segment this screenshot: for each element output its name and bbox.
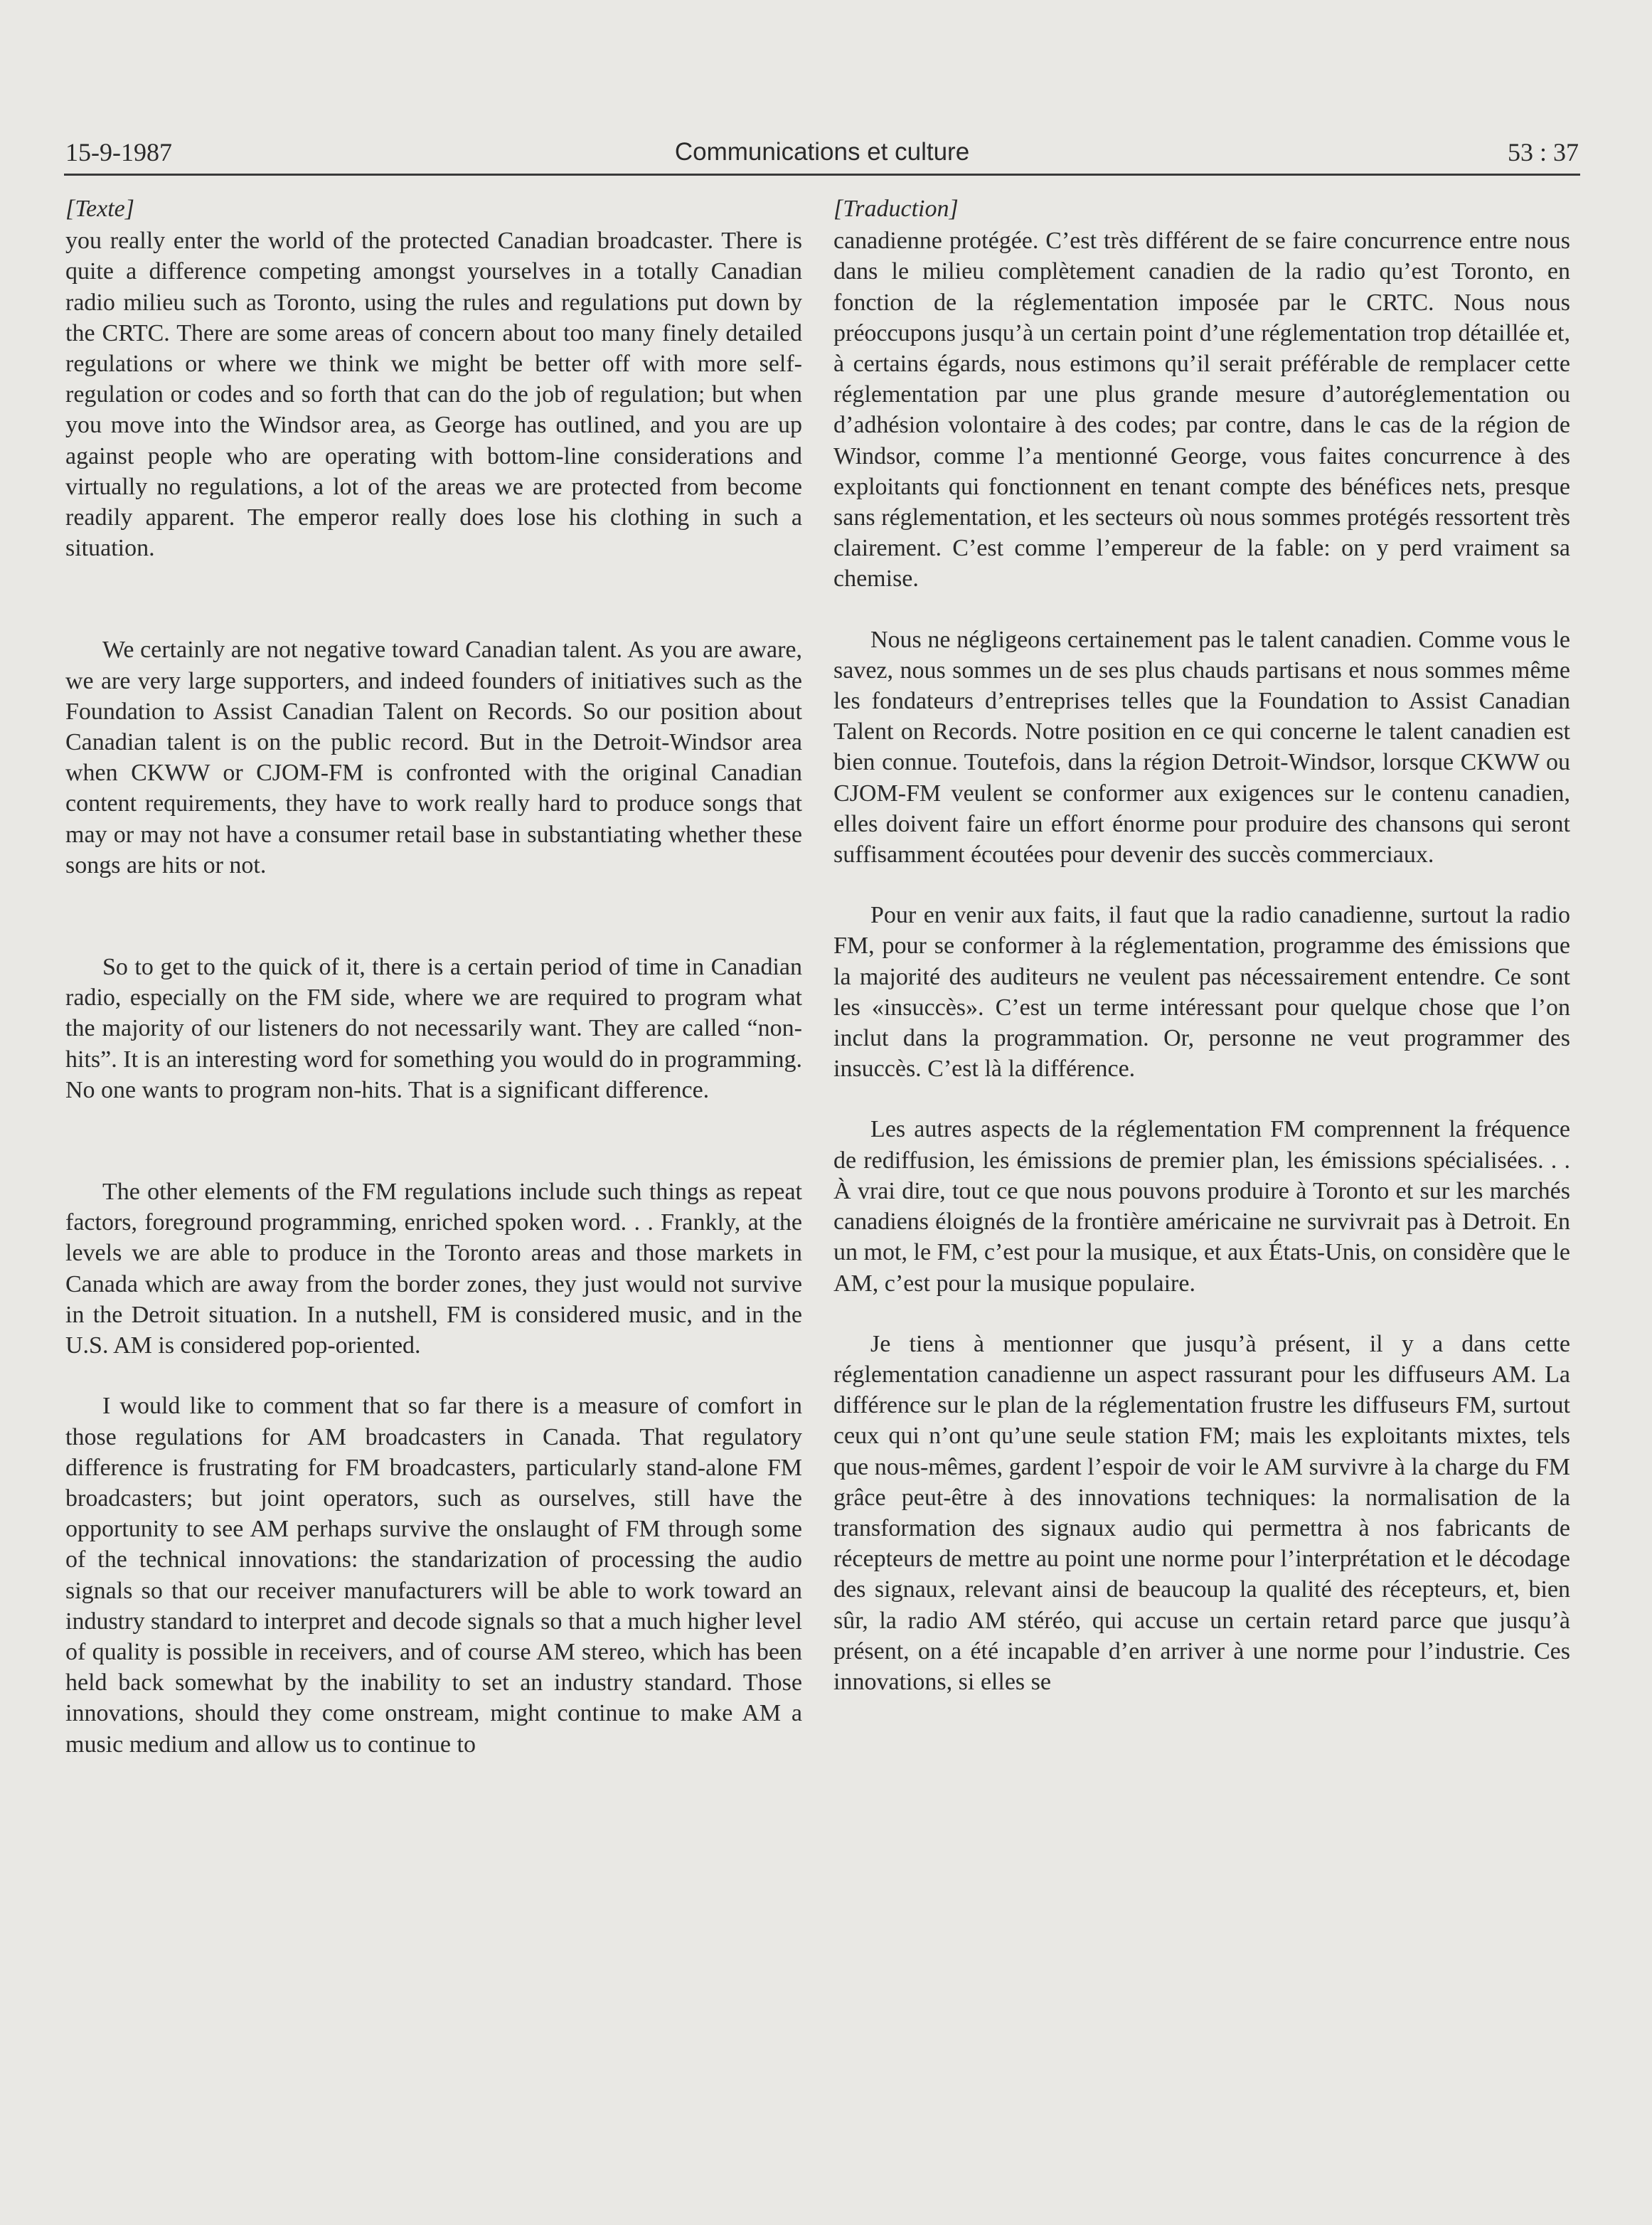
paragraph: canadienne protégée. C’est très différent de se faire concurrence entre nous dans le milieu complètement canadien de la radio qu’est Toronto, en fonction de la réglementation imposée par le CRTC. Nous nous préoccupons jusqu’à un certain point d’une réglementation trop détaillée et, à certains égards, nous estimons qu’il serait préférable de remplacer cette réglementation par une plus grande mesure d’autoréglementation ou d’adhésion volontaire à des codes; par contre, dans le cas de la région de Windsor, comme l’a mentionné George, vous faites concurrence à des exploitants qui fonctionnent en tenant compte des bénéfices nets, presque sans réglementation, et les secteurs où nous sommes protégés ressortent très clairement. C’est comme l’empereur de la fable: on y perd vraiment sa chemise. — [833, 228, 1570, 593]
header-title: Communications et culture — [674, 138, 970, 166]
paragraph: We certainly are not negative toward Canadian talent. As you are aware, we are very large supporters, and indeed founders of initiatives such as the Foundation to Assist Canadian Talent on Records. So our position about Canadian talent is on the public record. But in the Detroit-Windsor area when CKWW or CJOM-FM is confronted with the original Canadian content requirements, they have to work really hard to produce songs that may or may not have a consumer retail base in substantiating whether these songs are hits or not. — [65, 637, 802, 878]
paragraph: Nous ne négligeons certainement pas le talent canadien. Comme vous le savez, nous sommes un de ses plus chauds partisans et nous sommes même les fondateurs d’entreprises telles que la Foundation to Assist Canadian Talent on Records. Notre position en ce qui concerne le talent canadien est bien connue. Toutefois, dans la région Detroit-Windsor, lorsque CKWW ou CJOM-FM veulent se conformer aux exigences sur le contenu canadien, elles doivent faire un effort énorme pour produire des chansons qui seront suffisamment écoutées pour devenir des succès commerciaux. — [833, 626, 1570, 869]
paragraph: you really enter the world of the protected Canadian broadcaster. There is quite a difference competing amongst yourselves in a totally Canadian radio milieu such as Toronto, using the rules and regulations put down by the CRTC. There are some areas of concern about too many finely detailed regulations or where we think we might be better off with more self-regulation or codes and so forth that can do the job of regulation; but when you move into the Windsor area, as George has outlined, and you are up against people who are operating with bottom-line considerations and virtually no regulations, a lot of the areas we are protected from become readily apparent. The emperor really does lose his clothing in such a situation. — [65, 228, 802, 562]
french-column — [833, 193, 1570, 1697]
paragraph: Pour en venir aux faits, il faut que la radio canadienne, surtout la radio FM, pour se conformer à la réglementation, programme des émissions que la majorité des auditeurs ne veulent pas nécessairement entendre. Ce sont les «insuccès». C’est un terme intéressant pour quelque chose que l’on inclut dans la programmation. Or, personne ne veut programmer des insuccès. C’est là la différence. — [833, 902, 1570, 1083]
paragraph: Je tiens à mentionner que jusqu’à présent, il y a dans cette réglementation canadienne un aspect rassurant pour les diffuseurs AM. La différence sur le plan de la réglementation frustre les diffuseurs FM, surtout ceux qui n’ont qu’une seule station FM; mais les exploitants mixtes, tels que nous-mêmes, gardent l’espoir de voir le AM survivre à la charge du FM grâce peut-être à des innovations techniques: la normalisation de la transformation des signaux audio qui permettra à nos fabricants de récepteurs de mettre au point une norme pour l’interprétation et le décodage des signaux, relevant ainsi de beaucoup la qualité des récepteurs, et, bien sûr, la radio AM stéréo, qui accuse un certain retard parce que jusqu’à présent, on a été incapable d’en arriver à une norme pour l’industrie. Ces innovations, si elles se — [833, 1330, 1570, 1695]
paragraph: Les autres aspects de la réglementation FM comprennent la fréquence de rediffusion, les émissions de premier plan, les émissions spécialisées. . . À vrai dire, tout ce que nous pouvons produire à Toronto et sur les marchés canadiens éloignés de la frontière américaine ne survivrait pas à Detroit. En un mot, le FM, c’est pour la musique, et aux États-Unis, on considère que le AM, c’est pour la musique populaire. — [833, 1116, 1570, 1297]
paragraph: I would like to comment that so far there is a measure of comfort in those regulations for AM broadcasters in Canada. That regulatory difference is frustrating for FM broadcasters, particularly stand-alone FM broadcasters; but joint operators, such as ourselves, still have the opportunity to see AM perhaps survive the onslaught of FM through some of the technical innovations: the standarization of processing the audio signals so that our receiver manufacturers will be able to work toward an industry standard to interpret and decode signals so that a much higher level of quality is possible in receivers, and of course AM stereo, which has been held back somewhat by the inability to set an industry standard. Those innovations, should they come onstream, might continue to make AM a music medium and allow us to continue to — [65, 1393, 802, 1758]
english-column — [65, 193, 802, 1760]
paragraph: So to get to the quick of it, there is a certain period of time in Canadian radio, especially on the FM side, where we are required to program what the majority of our listeners do not necessarily want. They are called “non-hits”. It is an interesting word for something you would do in programming. No one wants to program non-hits. That is a significant difference. — [65, 954, 802, 1103]
header-page-number: 53 : 37 — [1507, 138, 1579, 166]
page-header — [65, 131, 1579, 174]
paragraph: The other elements of the FM regulations include such things as repeat factors, foreground programming, enriched spoken word. . . Frankly, at the levels we are able to produce in the Toronto areas and those markets in Canada which are away from the border zones, they just would not survive in the Detroit situation. In a nutshell, FM is considered music, and in the U.S. AM is considered pop-oriented. — [65, 1179, 802, 1359]
header-date: 15-9-1987 — [65, 138, 172, 166]
header-rule — [64, 174, 1580, 176]
column-label-traduction: [Traduction] — [833, 196, 959, 222]
column-label-texte: [Texte] — [65, 196, 134, 222]
